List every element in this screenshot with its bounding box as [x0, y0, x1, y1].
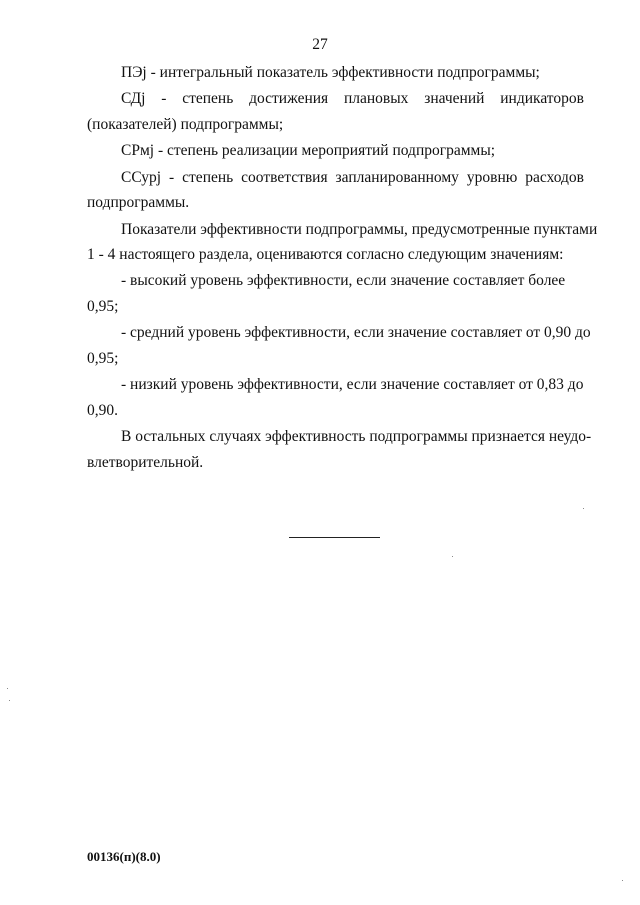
footer-document-code: 00136(п)(8.0)	[87, 849, 161, 864]
definition-sd-word: СДj	[121, 90, 146, 108]
definition-sd-word: достижения	[249, 90, 329, 108]
scan-speck	[7, 688, 8, 689]
scan-speck	[9, 700, 10, 701]
definition-ssu	[87, 165, 584, 191]
page-number: 27	[312, 36, 328, 53]
criteria-intro-line1: Показатели эффективности подпрограммы, предусмотренные пунктами	[121, 220, 598, 238]
definition-ssu-word: степень	[182, 168, 234, 186]
definition-srm: СРмj - степень реализации мероприятий подпрограммы;	[121, 142, 496, 160]
definition-ssu-word: ССуpj	[121, 168, 162, 186]
definition-sd-word: значений	[424, 90, 485, 108]
criteria-intro-line2: 1 - 4 настоящего раздела, оцениваются согласно следующим значениям:	[87, 246, 564, 264]
definition-ssu-continuation: подпрограммы.	[87, 194, 190, 212]
definition-ssu-word: -	[169, 168, 175, 186]
definition-sd-word: индикаторов	[500, 90, 584, 108]
definition-sd-continuation: (показателей) подпрограммы;	[87, 115, 284, 133]
definition-ssu-word: расходов	[525, 168, 584, 186]
document-body	[87, 60, 598, 476]
scan-speck	[452, 556, 453, 557]
definition-ssu-word: запланированному	[335, 168, 459, 186]
definition-sd-word: -	[161, 90, 167, 108]
definition-sd	[87, 86, 584, 112]
criteria-low-line1: - низкий уровень эффективности, если значение составляет от 0,83 до	[121, 376, 584, 394]
criteria-other-line2: влетворительной.	[87, 454, 204, 472]
scan-speck	[583, 508, 584, 509]
criteria-low-line2: 0,90.	[87, 402, 118, 420]
criteria-high-line2: 0,95;	[87, 298, 119, 316]
criteria-medium-line1: - средний уровень эффективности, если значение составляет от 0,90 до	[121, 324, 591, 342]
definition-pe: ПЭj - интегральный показатель эффективности подпрограммы;	[121, 64, 540, 81]
definition-ssu-word: соответствия	[241, 168, 328, 186]
criteria-high-line1: - высокий уровень эффективности, если значение составляет более	[121, 272, 566, 290]
end-separator-line	[289, 537, 380, 538]
definition-sd-word: степень	[182, 90, 234, 108]
scan-speck	[622, 880, 623, 881]
criteria-medium-line2: 0,95;	[87, 350, 119, 368]
definition-ssu-word: уровню	[466, 168, 518, 186]
definition-sd-word: плановых	[343, 90, 409, 108]
criteria-other-line1: В остальных случаях эффективность подпрограммы признается неудо-	[121, 428, 592, 446]
